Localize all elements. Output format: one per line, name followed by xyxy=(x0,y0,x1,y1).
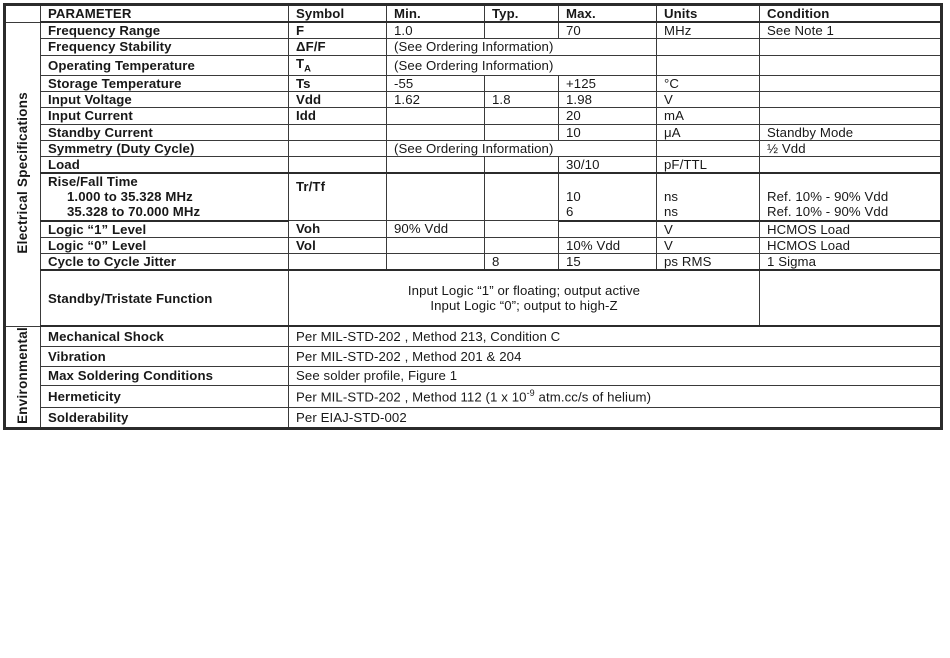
column-header-symbol: Symbol xyxy=(289,5,387,23)
min-storage-temperature: -55 xyxy=(387,76,485,92)
typ-load xyxy=(485,156,559,173)
section-label-environmental xyxy=(5,326,41,428)
units-load: pF/TTL xyxy=(657,156,760,173)
units-symmetry xyxy=(657,140,760,156)
symbol-input-current: Idd xyxy=(289,108,387,124)
max-input-voltage: 1.98 xyxy=(559,92,657,108)
param-storage-temperature: Storage Temperature xyxy=(41,76,289,92)
units-logic-one-level: V xyxy=(657,221,760,238)
param-input-current: Input Current xyxy=(41,108,289,124)
condition-storage-temperature xyxy=(760,76,942,92)
section-label-environmental-text: Environmental xyxy=(15,326,31,424)
max-standby-current: 10 xyxy=(559,124,657,140)
max-input-current: 20 xyxy=(559,108,657,124)
table-row-cycle-to-cycle-jitter xyxy=(5,253,942,270)
max-logic-one-level xyxy=(559,221,657,238)
typ-input-current xyxy=(485,108,559,124)
value-hermeticity-suffix: atm.cc/s of helium) xyxy=(534,389,652,405)
min-frequency-range: 1.0 xyxy=(387,22,485,39)
note-frequency-stability: (See Ordering Information) xyxy=(387,39,657,55)
symbol-load xyxy=(289,156,387,173)
symbol-subscript-a: A xyxy=(304,63,312,75)
condition-rise-fall-low-band: Ref. 10% - 90% Vdd xyxy=(760,189,942,204)
symbol-delta: Δ xyxy=(296,39,306,55)
symbol-frequency-stability xyxy=(289,39,387,55)
table-row-logic-zero-level xyxy=(5,237,942,253)
condition-operating-temperature xyxy=(760,55,942,76)
condition-standby-current: Standby Mode xyxy=(760,124,942,140)
table-row-hermeticity xyxy=(5,386,942,407)
table-row-symmetry xyxy=(5,140,942,156)
param-logic-zero-level: Logic “0” Level xyxy=(41,237,289,253)
min-logic-one-level: 90% Vdd xyxy=(387,221,485,238)
condition-load xyxy=(760,156,942,173)
column-header-min: Min. xyxy=(387,5,485,23)
units-rise-fall-high-band: ns xyxy=(657,204,760,220)
units-standby-current: μA xyxy=(657,124,760,140)
param-rise-fall-time: Rise/Fall Time xyxy=(41,173,289,189)
value-hermeticity-prefix: Per MIL-STD-202 , Method 112 (1 x 10 xyxy=(296,389,527,405)
condition-rise-fall-high-band: Ref. 10% - 90% Vdd xyxy=(760,204,942,220)
symbol-storage-temperature: Ts xyxy=(289,76,387,92)
units-rise-fall-time xyxy=(657,173,760,189)
min-rise-fall-time xyxy=(387,173,485,221)
condition-symmetry: ½ Vdd xyxy=(760,140,942,156)
param-vibration: Vibration xyxy=(41,346,289,366)
condition-logic-zero-level: HCMOS Load xyxy=(760,237,942,253)
note-standby-tristate-function xyxy=(289,270,760,326)
note-standby-tristate-line-1: Input Logic “1” or floating; output active xyxy=(407,282,641,298)
table-row-load xyxy=(5,156,942,173)
value-mechanical-shock: Per MIL-STD-202 , Method 213, Condition C xyxy=(289,326,942,346)
value-max-soldering-conditions: See solder profile, Figure 1 xyxy=(289,366,942,386)
typ-frequency-range xyxy=(485,22,559,39)
value-solderability: Per EIAJ-STD-002 xyxy=(289,407,942,428)
param-rise-fall-high-band: 35.328 to 70.000 MHz xyxy=(41,204,289,220)
param-cycle-to-cycle-jitter: Cycle to Cycle Jitter xyxy=(41,253,289,270)
condition-input-voltage xyxy=(760,92,942,108)
units-operating-temperature xyxy=(657,55,760,76)
table-row-rise-fall-time xyxy=(5,173,942,189)
table-row-operating-temperature xyxy=(5,55,942,76)
units-input-voltage: V xyxy=(657,92,760,108)
section-label-electrical-text: Electrical Specifications xyxy=(15,91,31,254)
max-logic-zero-level: 10% Vdd xyxy=(559,237,657,253)
table-row-frequency-stability xyxy=(5,39,942,55)
param-operating-temperature: Operating Temperature xyxy=(41,55,289,76)
condition-cycle-to-cycle-jitter: 1 Sigma xyxy=(760,253,942,270)
max-rise-fall-high-band: 6 xyxy=(559,204,657,220)
param-max-soldering-conditions: Max Soldering Conditions xyxy=(41,366,289,386)
value-vibration: Per MIL-STD-202 , Method 201 & 204 xyxy=(289,346,942,366)
column-header-condition: Condition xyxy=(760,5,942,23)
table-row-max-soldering-conditions xyxy=(5,366,942,386)
table-row-standby-current xyxy=(5,124,942,140)
symbol-cycle-to-cycle-jitter xyxy=(289,253,387,270)
symbol-logic-zero-level: Vol xyxy=(289,237,387,253)
symbol-input-voltage: Vdd xyxy=(289,92,387,108)
symbol-logic-one-level: Voh xyxy=(289,221,387,238)
table-row-storage-temperature xyxy=(5,76,942,92)
typ-input-voltage: 1.8 xyxy=(485,92,559,108)
typ-standby-current xyxy=(485,124,559,140)
min-input-current xyxy=(387,108,485,124)
column-header-units: Units xyxy=(657,5,760,23)
typ-rise-fall-time xyxy=(485,173,559,221)
column-header-max: Max. xyxy=(559,5,657,23)
units-cycle-to-cycle-jitter: ps RMS xyxy=(657,253,760,270)
typ-logic-one-level xyxy=(485,221,559,238)
table-row-standby-tristate-function xyxy=(5,270,942,326)
param-solderability: Solderability xyxy=(41,407,289,428)
table-row-vibration xyxy=(5,346,942,366)
condition-rise-fall-time xyxy=(760,173,942,189)
min-load xyxy=(387,156,485,173)
note-symmetry: (See Ordering Information) xyxy=(387,140,657,156)
param-standby-current: Standby Current xyxy=(41,124,289,140)
symbol-f-over-f: F/F xyxy=(305,39,326,55)
max-frequency-range: 70 xyxy=(559,22,657,39)
table-row-solderability xyxy=(5,407,942,428)
units-input-current: mA xyxy=(657,108,760,124)
specifications-table xyxy=(3,3,943,430)
symbol-operating-temperature xyxy=(289,55,387,76)
param-mechanical-shock: Mechanical Shock xyxy=(41,326,289,346)
table-row-logic-one-level xyxy=(5,221,942,238)
column-header-parameter: PARAMETER xyxy=(41,5,289,23)
max-load: 30/10 xyxy=(559,156,657,173)
param-hermeticity: Hermeticity xyxy=(41,386,289,407)
condition-frequency-range: See Note 1 xyxy=(760,22,942,39)
param-symmetry: Symmetry (Duty Cycle) xyxy=(41,140,289,156)
units-logic-zero-level: V xyxy=(657,237,760,253)
table-row-input-current xyxy=(5,108,942,124)
units-rise-fall-low-band: ns xyxy=(657,189,760,204)
specification-sheet xyxy=(0,3,950,658)
condition-standby-tristate-function xyxy=(760,270,942,326)
condition-input-current xyxy=(760,108,942,124)
units-storage-temperature: °C xyxy=(657,76,760,92)
param-standby-tristate-function: Standby/Tristate Function xyxy=(41,270,289,326)
param-rise-fall-low-band: 1.000 to 35.328 MHz xyxy=(41,189,289,204)
header-corner-cell xyxy=(5,5,41,23)
symbol-symmetry xyxy=(289,140,387,156)
symbol-frequency-range: F xyxy=(289,22,387,39)
symbol-rise-fall-time: Tr/Tf xyxy=(289,173,387,221)
min-logic-zero-level xyxy=(387,237,485,253)
max-cycle-to-cycle-jitter: 15 xyxy=(559,253,657,270)
typ-storage-temperature xyxy=(485,76,559,92)
note-standby-tristate-line-2: Input Logic “0”; output to high-Z xyxy=(430,298,618,314)
table-row-frequency-range xyxy=(5,22,942,39)
max-rise-fall-low-band: 10 xyxy=(559,189,657,204)
param-frequency-stability: Frequency Stability xyxy=(41,39,289,55)
max-storage-temperature: +125 xyxy=(559,76,657,92)
param-input-voltage: Input Voltage xyxy=(41,92,289,108)
units-frequency-range: MHz xyxy=(657,22,760,39)
symbol-t: T xyxy=(296,55,305,71)
min-standby-current xyxy=(387,124,485,140)
typ-cycle-to-cycle-jitter: 8 xyxy=(485,253,559,270)
note-operating-temperature: (See Ordering Information) xyxy=(387,55,657,76)
condition-frequency-stability xyxy=(760,39,942,55)
table-header-row xyxy=(5,5,942,23)
value-hermeticity xyxy=(289,386,942,407)
min-input-voltage: 1.62 xyxy=(387,92,485,108)
value-hermeticity-exponent: -9 xyxy=(526,388,535,399)
param-logic-one-level: Logic “1” Level xyxy=(41,221,289,238)
min-cycle-to-cycle-jitter xyxy=(387,253,485,270)
units-frequency-stability xyxy=(657,39,760,55)
table-row-mechanical-shock xyxy=(5,326,942,346)
column-header-typ: Typ. xyxy=(485,5,559,23)
param-load: Load xyxy=(41,156,289,173)
param-frequency-range: Frequency Range xyxy=(41,22,289,39)
typ-logic-zero-level xyxy=(485,237,559,253)
table-row-input-voltage xyxy=(5,92,942,108)
symbol-standby-current xyxy=(289,124,387,140)
max-rise-fall-time xyxy=(559,173,657,189)
condition-logic-one-level: HCMOS Load xyxy=(760,221,942,238)
section-label-electrical xyxy=(5,22,41,326)
